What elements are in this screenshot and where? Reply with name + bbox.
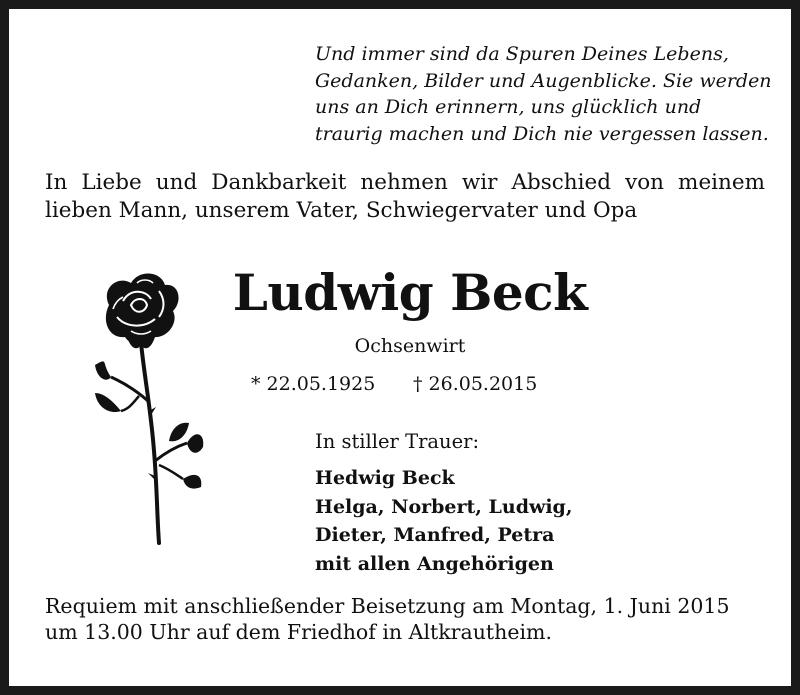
deceased-name: Ludwig Beck — [232, 263, 588, 322]
service-line: Requiem mit anschließender Beisetzung am Montag, 1. Juni 2015 — [45, 594, 730, 618]
service-details — [45, 593, 765, 645]
mourner-line: mit allen Angehörigen — [315, 552, 554, 575]
service-line: um 13.00 Uhr auf dem Friedhof in Altkrautheim. — [45, 620, 552, 644]
deceased-occupation: Ochsenwirt — [354, 335, 466, 357]
mourners-list — [315, 464, 572, 578]
birth-date: * 22.05.1925 — [251, 373, 376, 395]
quote-line: Und immer sind da Spuren Deines Lebens, — [315, 43, 729, 65]
quote-line: traurig machen und Dich nie vergessen lassen. — [315, 122, 769, 145]
rose-icon — [79, 261, 209, 551]
quote-line: Gedanken, Bilder und Augenblicke. Sie werden — [315, 69, 772, 92]
death-date: † 26.05.2015 — [413, 373, 538, 395]
mourner-line: Helga, Norbert, Ludwig, — [315, 495, 573, 518]
mourner-line: Dieter, Manfred, Petra — [315, 524, 555, 546]
mourning-label: In stiller Trauer: — [315, 430, 480, 453]
memorial-quote — [315, 41, 775, 147]
intro-text: In Liebe und Dankbarkeit nehmen wir Abschied von meinem lieben Mann, unserem Vater, Schwiegervater und Opa — [45, 170, 765, 223]
mourner-line: Hedwig Beck — [315, 467, 455, 489]
quote-line: uns an Dich erinnern, uns glücklich und — [315, 96, 702, 118]
